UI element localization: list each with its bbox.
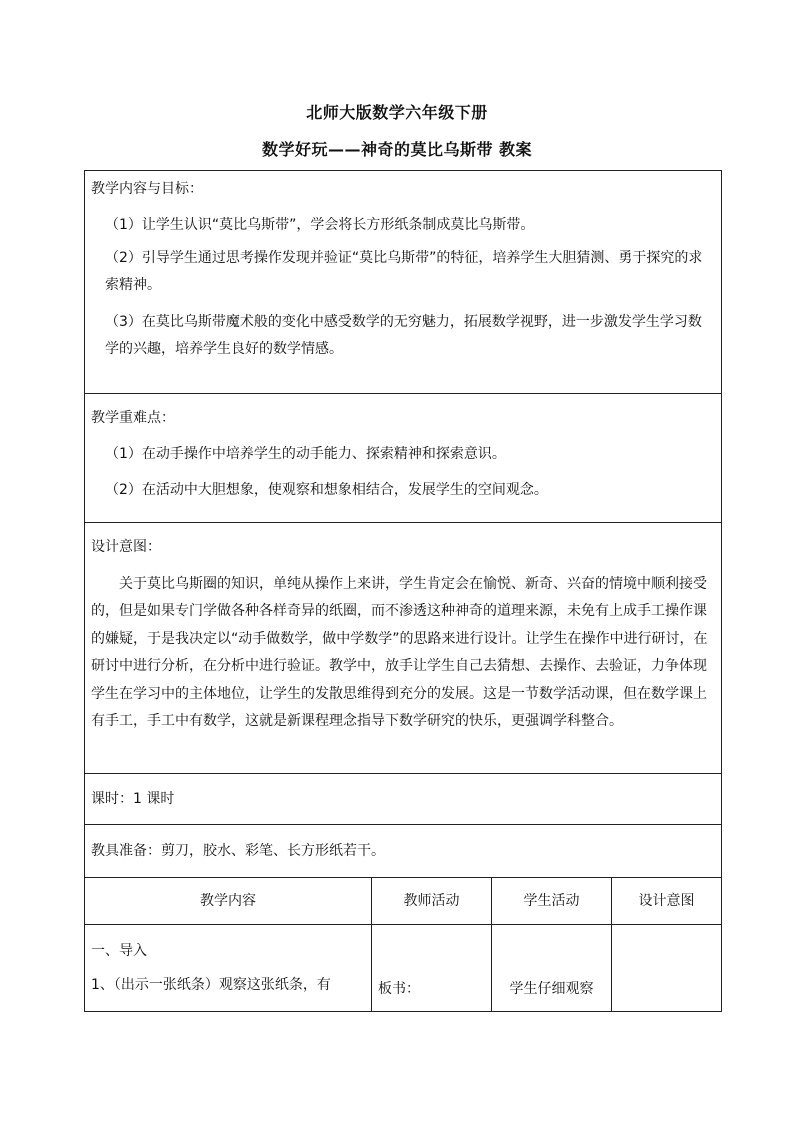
tools-row (85, 825, 722, 878)
goals-heading: 教学内容与目标： (91, 181, 203, 197)
hours-row (85, 774, 722, 825)
column-header-intent: 设计意图 (612, 878, 722, 925)
intent-row (85, 523, 722, 774)
column-header-student: 学生活动 (492, 878, 612, 925)
goal-item-2: （2）引导学生通过思考操作发现并验证“莫比乌斯带”的特征，培养学生大胆猜测、勇于探究的求索精神。 (105, 250, 703, 293)
content-line-1: 一、导入 (91, 943, 147, 959)
column-header-teacher: 教师活动 (372, 878, 492, 925)
student-activity: 学生仔细观察 (509, 981, 594, 997)
content-cell (85, 925, 372, 1012)
teacher-activity: 板书： (378, 981, 420, 997)
goal-item-1: （1）让学生认识“莫比乌斯带”，学会将长方形纸条制成莫比乌斯带。 (105, 217, 535, 233)
intent-heading: 设计意图： (91, 539, 161, 555)
difficulties-heading: 教学重难点： (91, 410, 175, 426)
document-title: 北师大版数学六年级下册 (306, 103, 488, 122)
goals-row (85, 171, 722, 394)
teacher-cell (372, 925, 492, 1012)
intent-cell (612, 925, 722, 1012)
goal-item-3: （3）在莫比乌斯带魔术般的变化中感受数学的无穷魅力，拓展数学视野，进一步激发学生学习数学的兴趣，培养学生良好的数学情感。 (105, 314, 702, 357)
table-row (85, 925, 722, 1012)
table-header-row (85, 878, 722, 925)
intent-paragraph: 关于莫比乌斯圈的知识，单纯从操作上来讲，学生肯定会在愉悦、新奇、兴奋的情境中顺利接受的，但是如果专门学做各种各样奇异的纸圈，而不渗透这种神奇的道理来源，未免有上成手工操作课的嫌疑，于是我决定以“动手做数学，做中学数学”的思路来进行设计。让学生在操作中进行研讨，在研讨中进行分析，在分析中进行验证。教学中，放手让学生自己去猜想、去操作、去验证，力争体现学生在学习中的主体地位，让学生的发散思维得到充分的发展。这是一节数学活动课，但在数学课上有手工，手工中有数学，这就是新课程理念指导下数学研究的快乐，更强调学科整合。 (91, 576, 708, 730)
tools-text: 教具准备：剪刀，胶水、彩笔、长方形纸若干。 (91, 843, 385, 859)
difficulties-row (85, 394, 722, 523)
lesson-plan-table (84, 170, 722, 1012)
difficulty-item-2: （2）在活动中大胆想象，使观察和想象相结合，发展学生的空间观念。 (105, 482, 548, 498)
content-line-2: 1、（出示一张纸条）观察这张纸条，有 (91, 977, 331, 993)
student-cell (492, 925, 612, 1012)
hours-text: 课时：1 课时 (91, 791, 175, 807)
difficulty-item-1: （1）在动手操作中培养学生的动手能力、探索精神和探索意识。 (105, 446, 506, 462)
document-subtitle: 数学好玩——神奇的莫比乌斯带 教案 (261, 140, 533, 159)
column-header-content: 教学内容 (85, 878, 372, 925)
